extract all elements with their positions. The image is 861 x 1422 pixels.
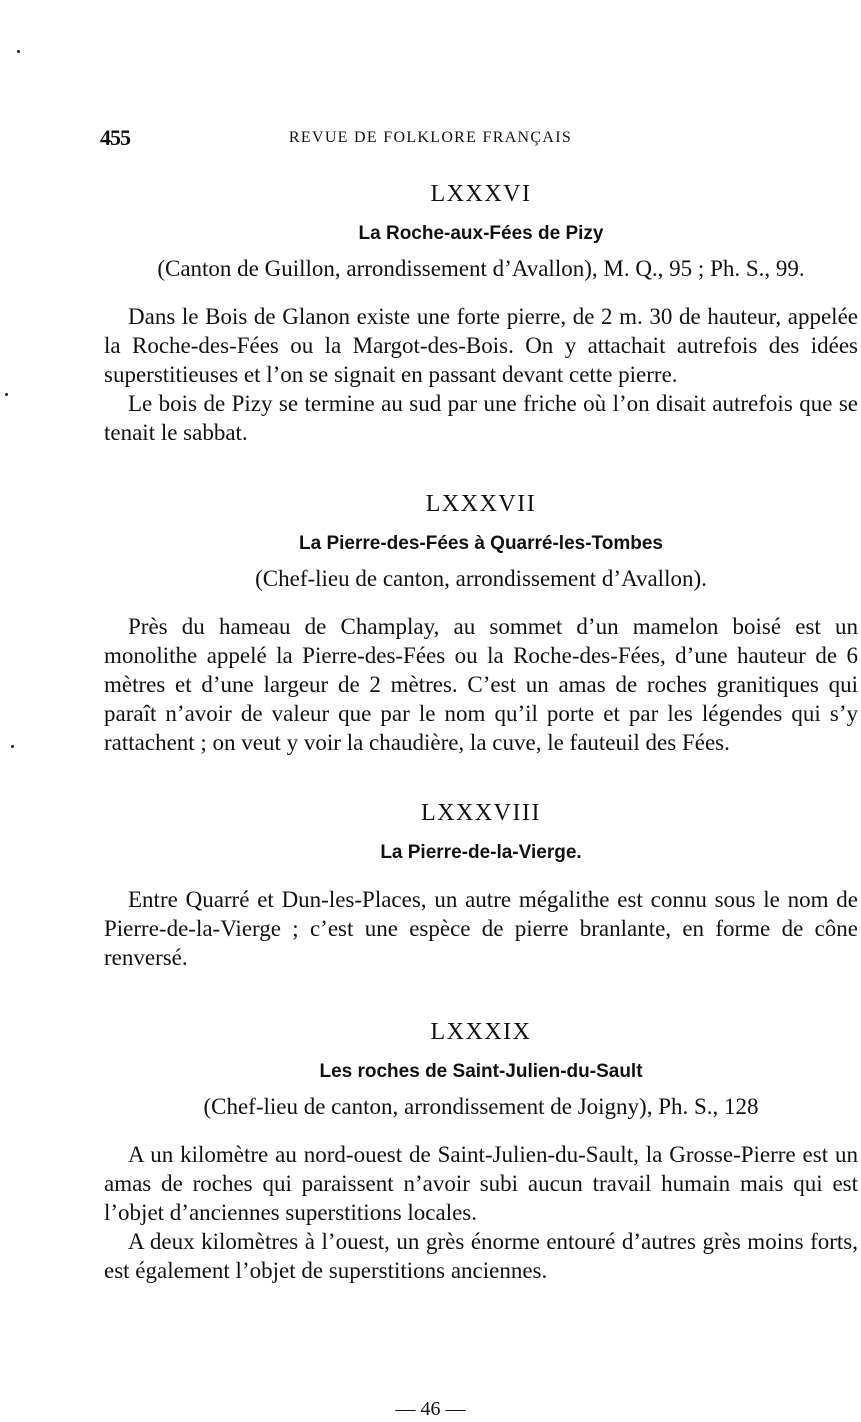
section-subtitle: (Chef-lieu de canton, arrondissement de Joigny), Ph. S., 128 xyxy=(203,1094,759,1119)
paragraph: Le bois de Pizy se termine au sud par une friche où l’on disait autrefois que se tenait le sabbat. xyxy=(104,391,858,445)
margin-speck xyxy=(11,745,14,748)
page-number: 455 xyxy=(100,125,130,150)
paragraph: Entre Quarré et Dun-les-Places, un autre mégalithe est connu sous le nom de Pierre-de-la-Vierge ; c’est une espèce de pierre branlante, en forme de cône renversé. xyxy=(104,887,858,970)
section-title: La Roche-aux-Fées de Pizy xyxy=(358,223,604,244)
paragraph: A deux kilomètres à l’ouest, un grès énorme entouré d’autres grès moins forts, est également l’objet de superstitions anciennes. xyxy=(104,1229,858,1283)
paragraph: Dans le Bois de Glanon existe une forte pierre, de 2 m. 30 de hauteur, appelée la Roche-des-Fées ou la Margot-des-Bois. On y attachait autrefois des idées superstitieuses et l’on se signait en passant devant cette pierre. xyxy=(104,304,858,387)
folio: — 46 — xyxy=(395,1398,466,1420)
section-title: Les roches de Saint-Julien-du-Sault xyxy=(319,1061,643,1082)
section-lxxxviii xyxy=(104,793,858,972)
page-body xyxy=(104,174,858,1285)
margin-speck xyxy=(17,50,20,53)
paragraph: Près du hameau de Champlay, au sommet d’un mamelon boisé est un monolithe appelé la Pierre-des-Fées ou la Roche-des-Fées, d’une hauteur de 6 mètres et d’une largeur de 2 mètres. C’est un amas de roches granitiques qui paraît n’avoir de valeur que par le nom qu’il porte et par les légendes qui s’y rattachent ; on veut y voir la chaudière, la cuve, le fauteuil des Fées. xyxy=(104,614,858,755)
section-numeral: LXXXVI xyxy=(430,181,532,207)
section-lxxxvi xyxy=(104,174,858,447)
section-lxxxvii xyxy=(104,484,858,757)
section-subtitle: (Chef-lieu de canton, arrondissement d’Avallon). xyxy=(255,566,707,591)
section-title: La Pierre-des-Fées à Quarré-les-Tombes xyxy=(299,533,663,554)
section-subtitle: (Canton de Guillon, arrondissement d’Avallon), M. Q., 95 ; Ph. S., 99. xyxy=(157,256,805,281)
paragraph: A un kilomètre au nord-ouest de Saint-Julien-du-Sault, la Grosse-Pierre est un amas de roches qui paraissent n’avoir subi aucun travail humain mais qui est l’objet d’anciennes superstitions locales. xyxy=(104,1142,858,1225)
section-numeral: LXXXIX xyxy=(430,1019,532,1045)
section-numeral: LXXXVII xyxy=(425,491,537,517)
section-numeral: LXXXVIII xyxy=(421,800,541,826)
margin-speck xyxy=(5,393,8,396)
running-title: REVUE DE FOLKLORE FRANÇAIS xyxy=(288,129,573,146)
section-title: La Pierre-de-la-Vierge. xyxy=(380,842,582,863)
section-lxxxix xyxy=(104,1012,858,1285)
